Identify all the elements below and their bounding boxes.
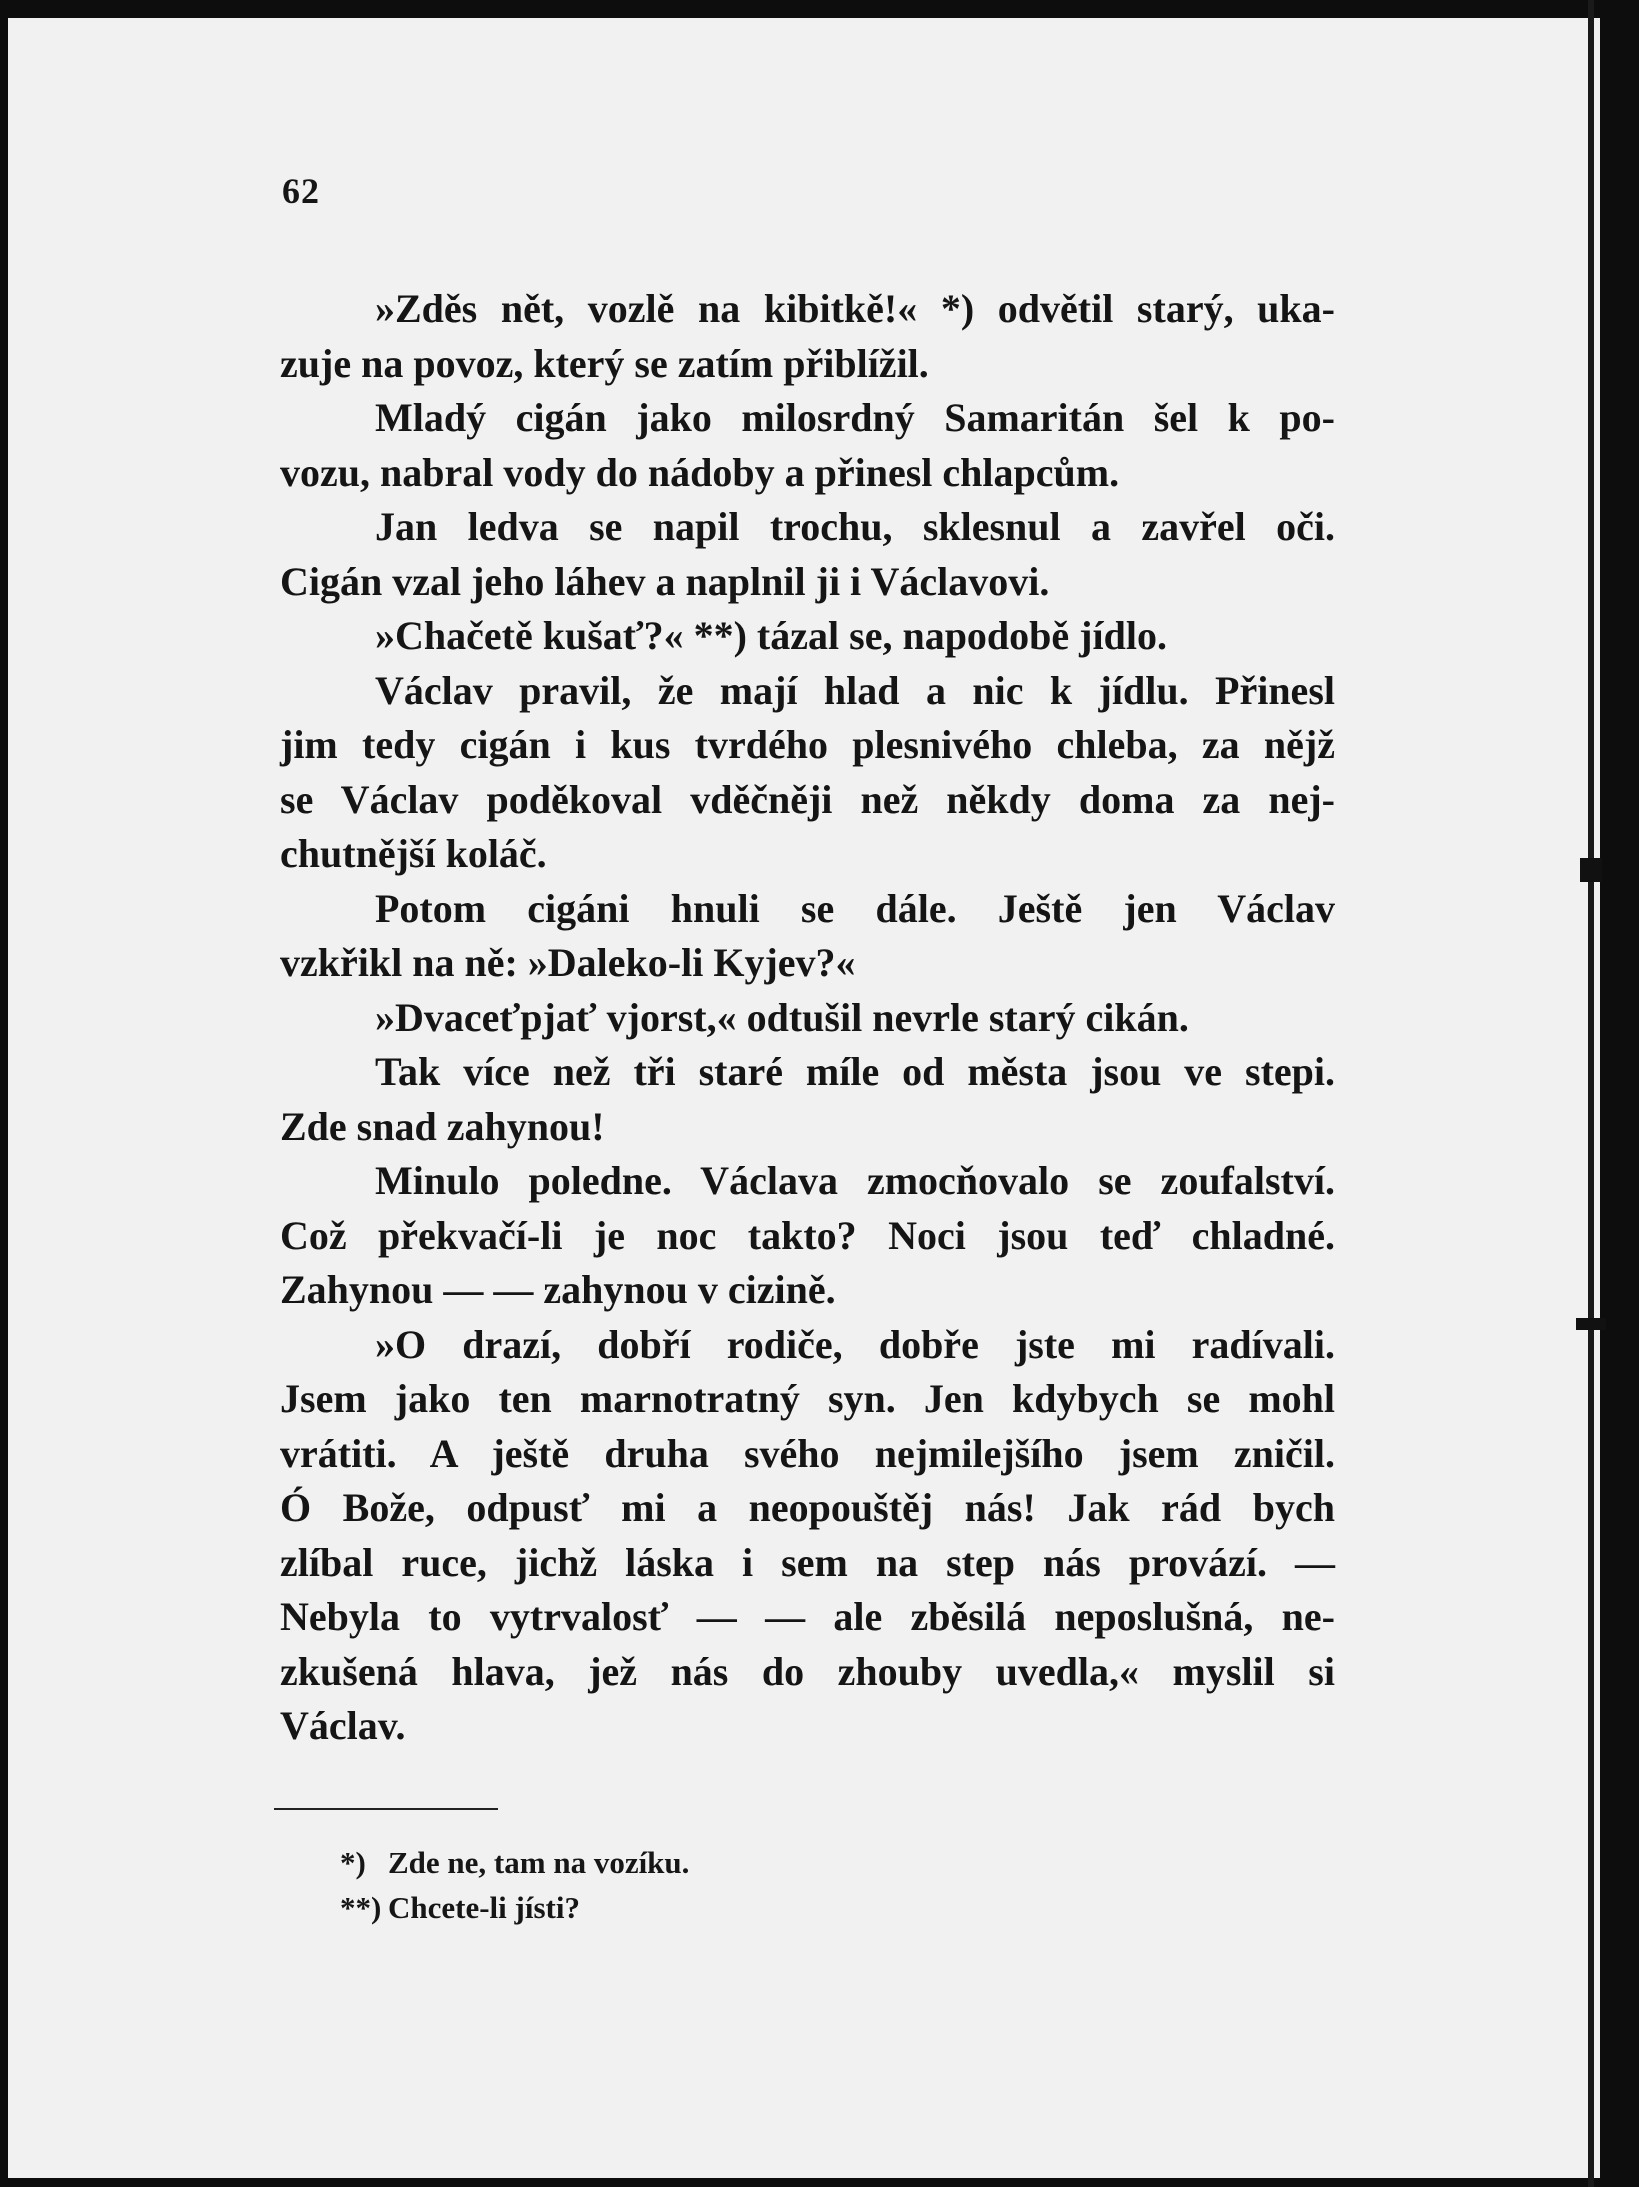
text-line: jim tedy cigán i kus tvrdého plesnivého chleba, za nějž	[280, 722, 1335, 767]
text-line: Zahynou — — zahynou v cizině.	[280, 1267, 836, 1312]
text-line: Václav.	[280, 1703, 406, 1748]
text-line: chutnější koláč.	[280, 831, 547, 876]
text-line: zuje na povoz, který se zatím přiblížil.	[280, 340, 929, 386]
body-text	[280, 282, 1335, 1754]
text-line: »Zděs nět, vozlě na kibitkě!« *) odvětil starý, uka-	[375, 286, 1335, 331]
text-line: Václav pravil, že mají hlad a nic k jídlu. Přinesl	[375, 667, 1335, 713]
footnotes	[340, 1840, 689, 1930]
edge-mark-lower	[1576, 1318, 1606, 1330]
text-line: Tak více než tři staré míle od města jsou ve stepi.	[375, 1049, 1335, 1094]
text-line: vrátiti. A ještě druha svého nejmilejšího jsem zničil.	[280, 1430, 1335, 1476]
footnote-rule	[274, 1808, 498, 1810]
footnote-text: Zde ne, tam na vozíku.	[388, 1845, 690, 1880]
text-line: vozu, nabral vody do nádoby a přinesl chlapcům.	[280, 449, 1120, 495]
text-line: Což překvačí-li je noc takto? Noci jsou teď chladné.	[280, 1212, 1335, 1258]
edge-mark-upper	[1580, 858, 1602, 882]
footnote	[340, 1840, 689, 1885]
text-line: »Dvaceťpjať vjorst,« odtušil nevrle starý cikán.	[375, 994, 1189, 1040]
text-line: se Václav poděkoval vděčněji než někdy doma za nej-	[280, 776, 1335, 822]
footnote-mark: **)	[340, 1890, 382, 1925]
text-line: Nebyla to vytrvalosť — — ale zběsilá neposlušná, ne-	[280, 1594, 1335, 1639]
footnote-mark: *)	[340, 1845, 366, 1880]
text-line: vzkřikl na ně: »Daleko-li Kyjev?«	[280, 940, 856, 985]
page-number: 62	[282, 171, 320, 211]
text-line: Zde snad zahynou!	[280, 1103, 605, 1149]
text-line: Minulo poledne. Václava zmocňovalo se zoufalství.	[375, 1158, 1335, 1203]
text-line: Jan ledva se napil trochu, sklesnul a zavřel oči.	[375, 504, 1335, 549]
text-line: zlíbal ruce, jichž láska i sem na step nás provází. —	[280, 1539, 1335, 1585]
text-line: Cigán vzal jeho láhev a naplnil ji i Václavovi.	[280, 558, 1050, 604]
text-line: Potom cigáni hnuli se dále. Ještě jen Václav	[375, 885, 1335, 931]
footnote	[340, 1885, 689, 1930]
text-line: Jsem jako ten marnotratný syn. Jen kdybych se mohl	[280, 1376, 1335, 1421]
text-line: Mladý cigán jako milosrdný Samaritán šel k po-	[375, 395, 1335, 440]
text-line: zkušená hlava, jež nás do zhouby uvedla,« myslil si	[280, 1648, 1335, 1694]
text-line: »O drazí, dobří rodiče, dobře jste mi radívali.	[375, 1321, 1335, 1367]
page-edge	[1588, 0, 1594, 2187]
text-line: »Chačetě kušať?« **) tázal se, napodobě jídlo.	[375, 613, 1167, 658]
text-line: Ó Bože, odpusť mi a neopouštěj nás! Jak rád bych	[280, 1485, 1335, 1530]
footnote-text: Chcete-li jísti?	[388, 1890, 580, 1925]
